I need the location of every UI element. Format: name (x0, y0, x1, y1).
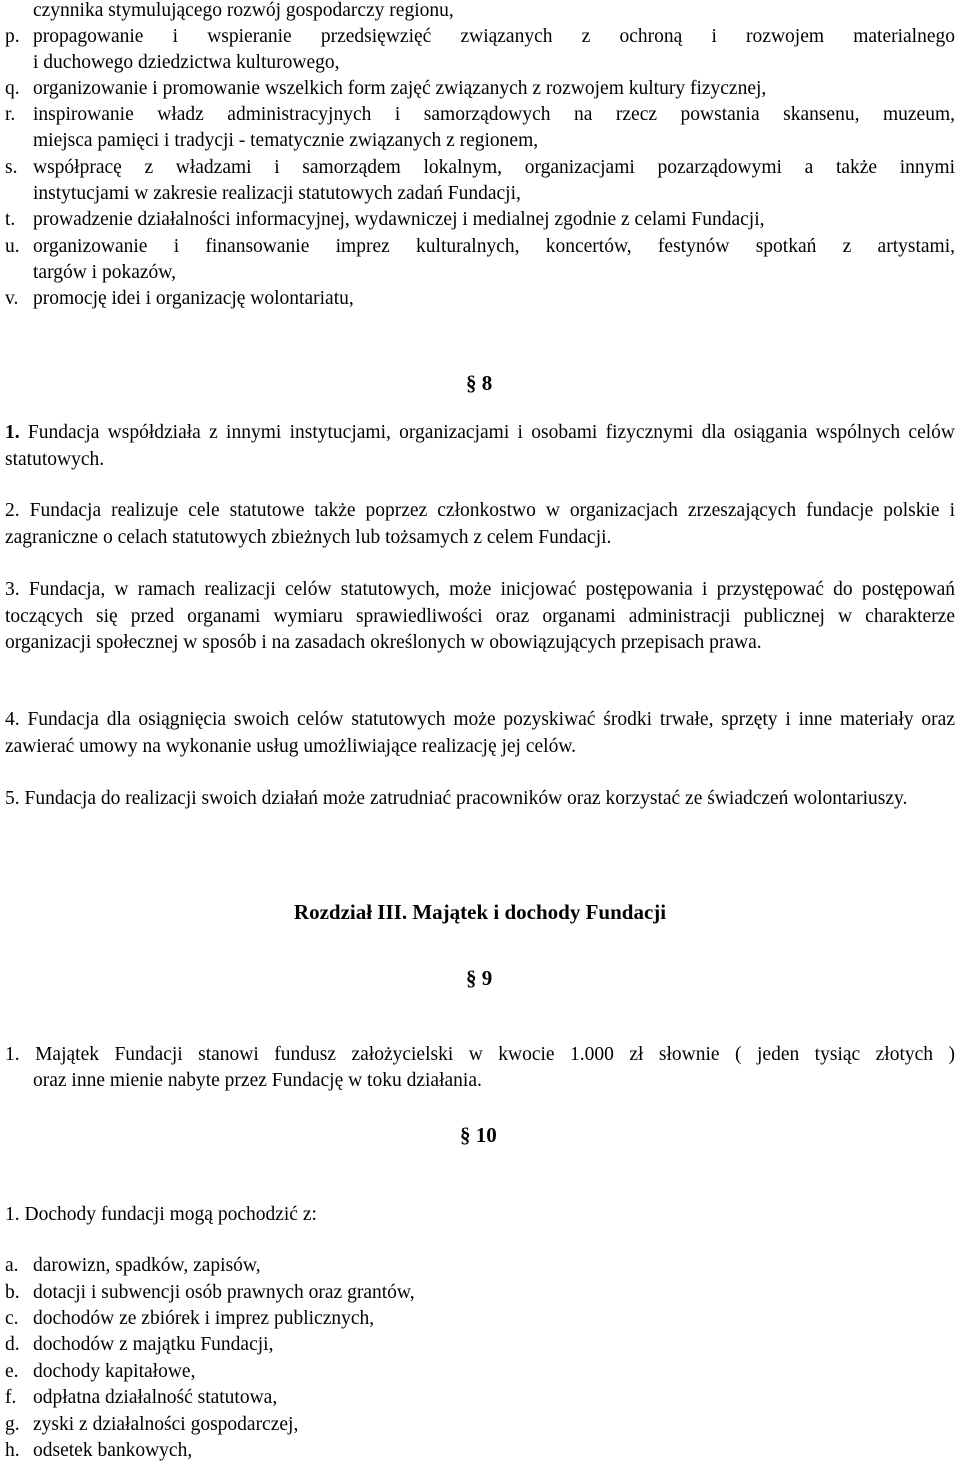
paragraph-text: Fundacja dla osiągnięcia swoich celów statutowych może pozyskiwać środki trwałe, sprzęty i inne materiały oraz zawierać umowy na wykonanie usług umożliwiające realizację jej celów. (5, 709, 955, 757)
paragraph-number: 2. (5, 500, 20, 521)
list-item: dochodów ze zbiórek i imprez publicznych, (33, 1308, 375, 1329)
paragraph-number: 1. (5, 422, 20, 443)
list-item-s-line1: współpracę z władzami i samorządem lokalnym, organizacjami pozarządowymi a także innymi (33, 157, 955, 178)
section-9-heading: § 9 (466, 966, 493, 990)
paragraph-number: 4. (5, 709, 20, 730)
list-item-marker: g. (5, 1414, 20, 1435)
list-item-marker: e. (5, 1361, 19, 1382)
list-item: dochody kapitałowe, (33, 1361, 196, 1382)
paragraph-text: Fundacja współdziała z innymi instytucjami, organizacjami i osobami fizycznymi dla osiągania wspólnych celów statutowych. (5, 422, 955, 470)
list-item-s-marker: s. (5, 157, 18, 178)
list-item-r-line2: miejsca pamięci i tradycji - tematycznie związanych z regionem, (33, 130, 539, 151)
list-item-marker: d. (5, 1334, 20, 1355)
section-8-paragraph-3 (5, 577, 955, 657)
list-item: dotacji i subwencji osób prawnych oraz grantów, (33, 1282, 415, 1303)
list-item-p-marker: p. (5, 26, 20, 47)
list-item-marker: h. (5, 1440, 20, 1461)
list-continuation-line: czynnika stymulującego rozwój gospodarczy regionu, (33, 0, 454, 21)
list-item-r-line1: inspirowanie władz administracyjnych i samorządowych na rzecz powstania skansenu, muzeum, (33, 104, 955, 125)
chapter-title: Rozdział III. Majątek i dochody Fundacji (293, 900, 667, 924)
list-item-marker: f. (5, 1387, 17, 1408)
list-item: zyski z działalności gospodarczej, (33, 1414, 299, 1435)
paragraph-number: 3. (5, 579, 20, 600)
section-8-paragraph-1 (5, 420, 955, 473)
list-item-q-line1: organizowanie i promowanie wszelkich form zajęć związanych z rozwojem kultury fizycznej, (33, 78, 767, 99)
section-10-paragraph-1: 1. Dochody fundacji mogą pochodzić z: (5, 1204, 317, 1225)
list-item-u-line2: targów i pokazów, (33, 262, 176, 283)
list-item-s-line2: instytucjami w zakresie realizacji statutowych zadań Fundacji, (33, 183, 521, 204)
list-item-marker: b. (5, 1282, 20, 1303)
section-8-paragraph-5 (5, 786, 955, 813)
paragraph-number: 5. (5, 788, 20, 809)
list-item-u-marker: u. (5, 236, 20, 257)
section-8-paragraph-4 (5, 707, 955, 760)
list-item-t-line1: prowadzenie działalności informacyjnej, wydawniczej i medialnej zgodnie z celami Fundacji, (33, 209, 765, 230)
paragraph-text: Fundacja, w ramach realizacji celów statutowych, może inicjować postępowania i przystępować do postępowań toczących się przed organami wymiaru sprawiedliwości oraz organami administracji publicznej w charakterze organizacji społecznej w sposób i na zasadach określonych w obowiązujących przepisach prawa. (5, 579, 955, 653)
list-item: odsetek bankowych, (33, 1440, 193, 1461)
paragraph-text: Fundacja do realizacji swoich działań może zatrudniać pracowników oraz korzystać ze świadczeń wolontariuszy. (19, 788, 908, 809)
list-item-v-marker: v. (5, 288, 19, 309)
section-8-heading: § 8 (466, 371, 493, 395)
list-item-marker: c. (5, 1308, 19, 1329)
list-item: darowizn, spadków, zapisów, (33, 1255, 261, 1276)
list-item: odpłatna działalność statutowa, (33, 1387, 278, 1408)
list-item: dochodów z majątku Fundacji, (33, 1334, 274, 1355)
list-item-u-line1: organizowanie i finansowanie imprez kulturalnych, koncertów, festynów spotkań z artystami, (33, 236, 955, 257)
section-10-heading: § 10 (460, 1123, 497, 1147)
list-item-p-line1: propagowanie i wspieranie przedsięwzięć związanych z ochroną i rozwojem materialnego (33, 26, 955, 47)
list-item-v-line1: promocję idei i organizację wolontariatu, (33, 288, 354, 309)
section-9-paragraph-1-line2: oraz inne mienie nabyte przez Fundację w toku działania. (33, 1070, 482, 1091)
section-8-paragraph-2 (5, 498, 955, 551)
list-item-q-marker: q. (5, 78, 20, 99)
section-9-paragraph-1-line1: 1. Majątek Fundacji stanowi fundusz założycielski w kwocie 1.000 zł słownie ( jeden tysiąc złotych ) (5, 1044, 955, 1065)
list-item-marker: a. (5, 1255, 19, 1276)
list-item-r-marker: r. (5, 104, 16, 125)
list-item-p-line2: i duchowego dziedzictwa kulturowego, (33, 52, 340, 73)
list-item-t-marker: t. (5, 209, 16, 230)
paragraph-text: Fundacja realizuje cele statutowe także poprzez członkostwo w organizacjach zrzeszających fundacje polskie i zagraniczne o celach statutowych zbieżnych lub tożsamych z celem Fundacji. (5, 500, 955, 548)
